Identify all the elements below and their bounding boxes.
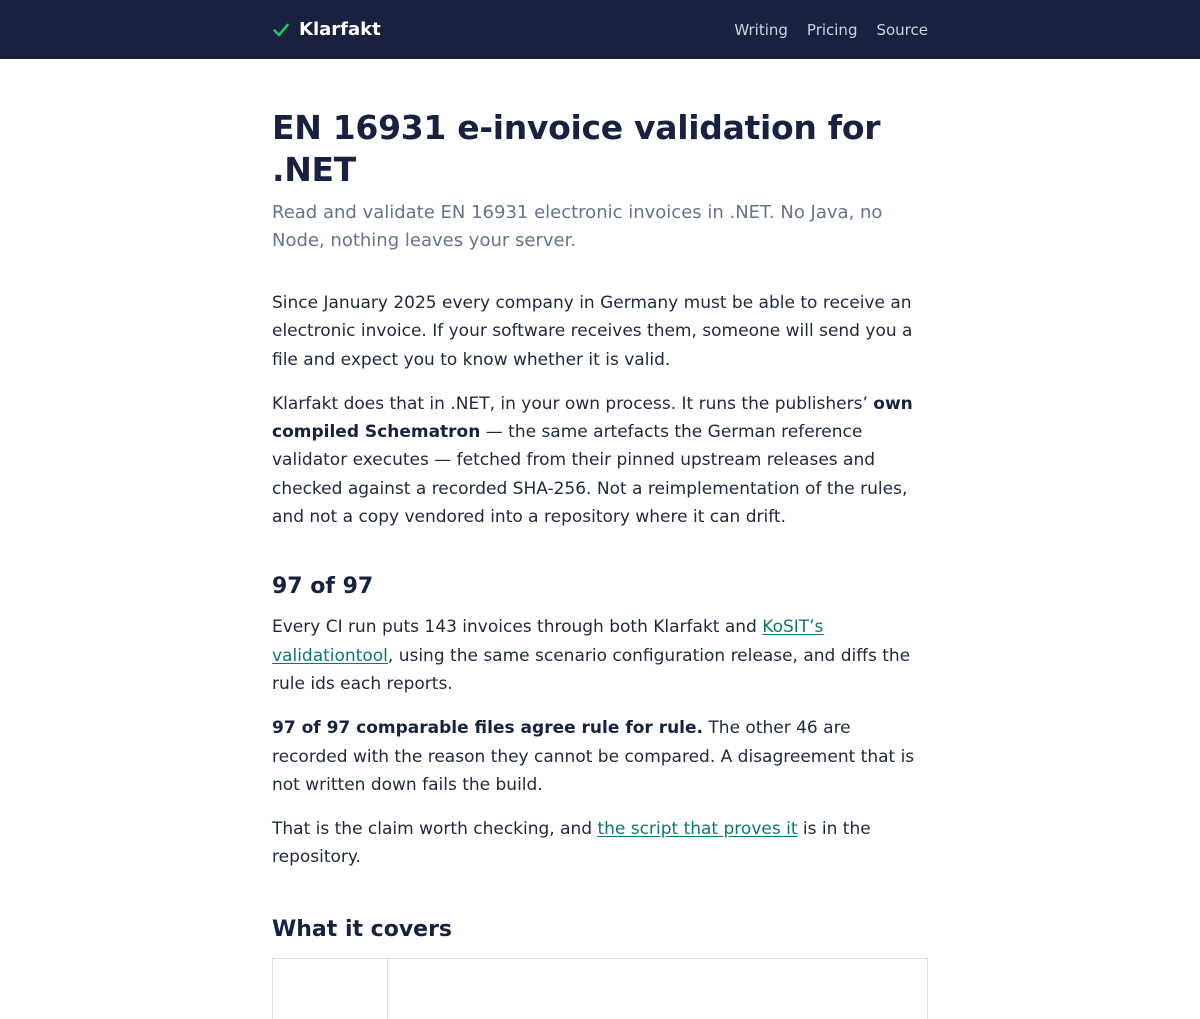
parity-paragraph-1-end: , using the same scenario configuration release, and diffs the rule ids each reports. — [272, 645, 911, 694]
nav-link-pricing[interactable]: Pricing — [806, 20, 858, 39]
top-navigation-bar — [0, 0, 1200, 59]
parity-paragraph-1 — [272, 613, 928, 698]
parity-paragraph-2-end: The other 46 are recorded with the reason they cannot be compared. A disagreement that is not written down fails the build. — [272, 718, 915, 795]
coverage-table — [272, 958, 928, 1019]
nav-link-source[interactable]: Source — [876, 20, 928, 39]
brand-home-link[interactable] — [272, 19, 381, 40]
proof-script-link[interactable]: the script that proves it — [597, 819, 798, 840]
nav-link-writing[interactable]: Writing — [734, 20, 788, 39]
page-subtitle: Read and validate EN 16931 electronic invoices in .NET. No Java, no Node, nothing leaves your server. — [272, 202, 883, 251]
section-heading-parity: 97 of 97 — [272, 574, 374, 600]
coverage-table-first-column — [273, 959, 388, 1019]
parity-paragraph-1-start: Every CI run puts 143 invoices through both Klarfakt and — [272, 617, 763, 638]
parity-paragraph-3 — [272, 815, 928, 872]
intro-paragraph-2-start: Klarfakt does that in .NET, in your own process. It runs the publishers’ — [272, 393, 874, 414]
check-icon — [272, 21, 290, 39]
parity-paragraph-2-emphasis: 97 of 97 comparable files agree rule for rule. — [272, 718, 703, 739]
top-navigation-inner — [272, 0, 928, 59]
kosit-validationtool-link[interactable]: KoSIT’s validationtool — [272, 617, 824, 666]
coverage-table-second-column — [388, 959, 927, 1019]
section-heading-coverage: What it covers — [272, 916, 453, 942]
parity-paragraph-2 — [272, 714, 928, 799]
intro-paragraph-2-emphasis: own compiled Schematron — [272, 393, 913, 443]
parity-paragraph-3-end: is in the repository. — [272, 819, 871, 868]
main-nav — [734, 21, 928, 39]
parity-paragraph-3-start: That is the claim worth checking, and — [272, 819, 598, 840]
main-content — [272, 59, 928, 1019]
intro-paragraph-1: Since January 2025 every company in Germany must be able to receive an electronic invoice. If your software receives them, someone will send you a file and expect you to know whether it is valid. — [272, 293, 913, 370]
brand-name: Klarfakt — [299, 19, 381, 40]
intro-paragraph-2-end: — the same artefacts the German reference validator executes — fetched from their pinned upstream releases and checked against a recorded SHA-256. Not a reimplementation of the rules, and not a copy vendored into a repository where it can drift. — [272, 422, 908, 528]
page-title: EN 16931 e-invoice validation for .NET — [272, 108, 881, 189]
intro-paragraph-2 — [272, 390, 928, 531]
